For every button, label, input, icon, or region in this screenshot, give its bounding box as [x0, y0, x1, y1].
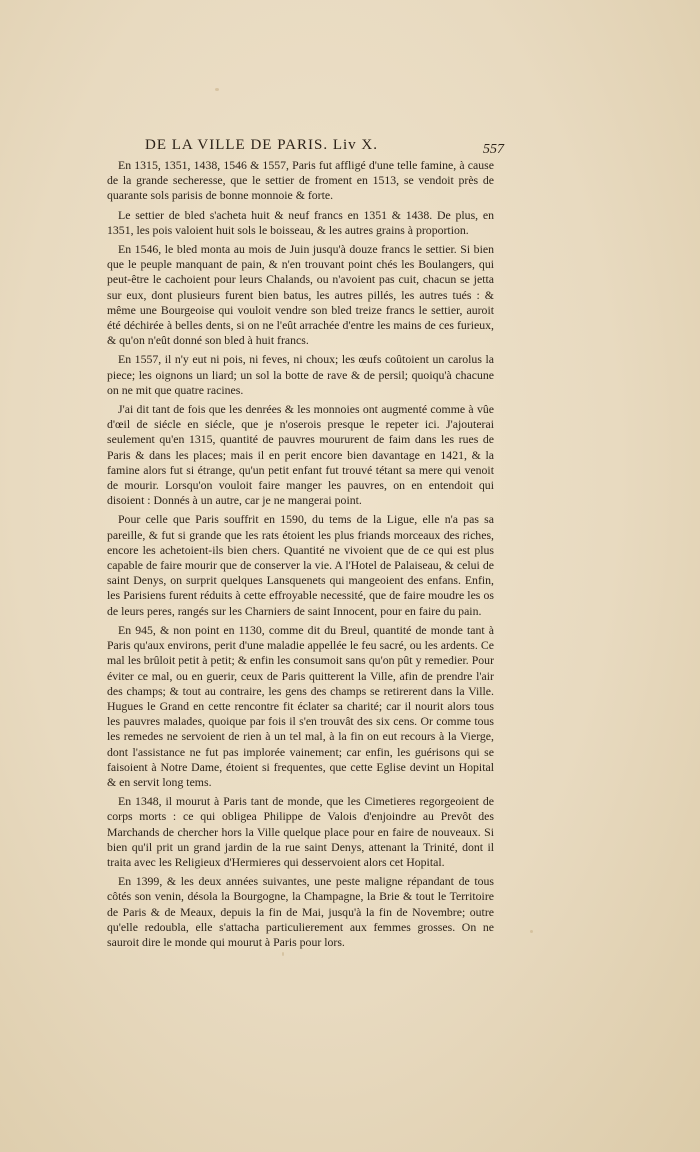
paragraph-945: En 945, & non point en 1130, comme dit du Breul, quantité de monde tant à Paris qu'aux environs, perit d'une maladie appellée le feu sacré, ou les ardents. Ce mal les brûloit petit à petit; & enfin les consumoit sans qu'on pût y remedier. Pour éviter ce mal, ou en guerir, ceux de Paris quitterent la Ville, afin de prendre l'air des champs; & tout au contraire, les gens des champs se retirerent dans la Ville. Hugues le Grand en cette rencontre fit éclater sa charité; car il nourit alors tous les pauvres malades, quoique par fois il s'en trouvât des six cens. Or comme tous les remedes ne servoient de rien à un tel mal, à la fin on eut recours à la Vierge, dont l'assistance ne fut pas implorée vainement; car enfin, les guérisons qui se faisoient à Notre Dame, étoient si frequentes, que cette Eglise devint un Hopital & en servit long tems.	[107, 622, 494, 789]
text-body	[107, 158, 494, 954]
paragraph-famines: En 1315, 1351, 1438, 1546 & 1557, Paris fut affligé d'une telle famine, à cause de la grande secheresse, que le settier de froment en 1513, se vendoit près de quarante sols parisis de bonne monnoie & forte.	[107, 158, 494, 203]
page-number: 557	[483, 142, 504, 157]
paragraph-1557: En 1557, il n'y eut ni pois, ni feves, ni choux; les œufs coûtoient un carolus la piece; les oignons un liard; un sol la botte de rave & de persil; quoiqu'à chacune on ne mit que quatre racines.	[107, 352, 494, 397]
paragraph-1399: En 1399, & les deux années suivantes, une peste maligne répandant de tous côtés son venin, désola la Bourgogne, la Champagne, la Brie & tout le Territoire de Paris & de Meaux, depuis la fin de Mai, jusqu'à la fin de Novembre; outre qu'elle redoubla, elle s'attacha particulierement aux femmes grosses. On ne sauroit dire le monde qui mourut à Paris pour lors.	[107, 874, 494, 949]
paragraph-1590: Pour celle que Paris souffrit en 1590, du tems de la Ligue, elle n'a pas sa pareille, & fut si grande que les rats étoient les plus friands morceaux des riches, encore les achetoient-ils bien chers. Quantité ne vivoient que de ce qui est plus capable de faire mourir que de conserver la vie. A l'Hotel de Palaiseau, & celui de saint Denys, on surprit quelques Lansquenets qui mangeoient des enfans. Enfin, les Parisiens furent réduits à cette effroyable necessité, que de faire moudre les os de leurs peres, rangés sur les Charniers de saint Innocent, pour en faire du pain.	[107, 512, 494, 618]
running-title: DE LA VILLE DE PARIS. Liv X.	[145, 137, 379, 153]
paragraph-denrees: J'ai dit tant de fois que les denrées & les monnoies ont augmenté comme à vûe d'œil de siécle en siécle, que je n'oserois presque le repeter ici. J'ajouterai seulement qu'en 1315, quantité de pauvres moururent de faim dans les rues de Paris & dans les places; mais il en perit encore bien davantage en 1421, & la famine alors fut si étrange, qu'un petit enfant fut trouvé tétant sa mere qui venoit de mourir. Lorsqu'on vouloit faire manger les pauvres, on en entendoit qui disoient : Donnés à un autre, car je ne mangerai point.	[107, 402, 494, 508]
paragraph-1348: En 1348, il mourut à Paris tant de monde, que les Cimetieres regorgeoient de corps morts : ce qui obligea Philippe de Valois d'enjoindre au Prevôt des Marchands de chercher hors la Ville quelque place pour en faire de nouveaux. Si bien qu'il prit un grand jardin de la rue saint Denys, attenant la Trinité, dont il traita avec les Religieux d'Hermieres qui desservoient alors cet Hopital.	[107, 794, 494, 869]
paragraph-settier-prices: Le settier de bled s'acheta huit & neuf francs en 1351 & 1438. De plus, en 1351, les pois valoient huit sols le boisseau, & les autres grains à proportion.	[107, 207, 494, 237]
paper-speck	[530, 930, 533, 933]
paper-speck	[215, 88, 219, 91]
paragraph-1546: En 1546, le bled monta au mois de Juin jusqu'à douze francs le settier. Si bien que le peuple manquant de pain, & n'en trouvant point chés les Boulangers, qui peut-être le cachoient pour leurs Chalands, ou n'avoient pas cuit, chacun se jetta sur eux, dont plusieurs furent bien batus, les autres pillés, les autres tués : & même une Bourgeoise qui vouloit vendre son bled treize francs le settier, auroit été déchirée à belles dents, si on ne l'eût arrachée d'entre les mains de ces furieux, & qu'on n'eût donné son bled à huit francs.	[107, 242, 494, 348]
